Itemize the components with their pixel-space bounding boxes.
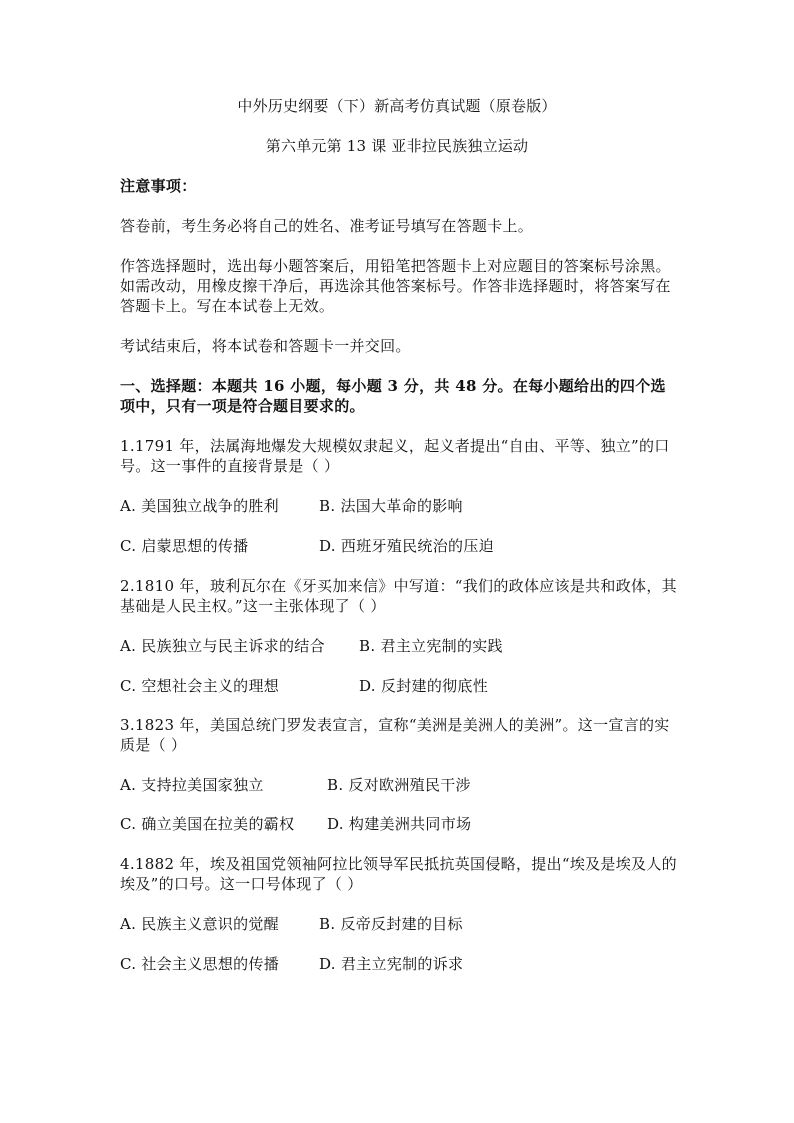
question-option: C. 社会主义思想的传播	[120, 955, 280, 973]
notice-item: 答卷前，考生务必将自己的姓名、准考证号填写在答题卡上。	[120, 217, 534, 235]
question-option: C. 启蒙思想的传播	[120, 537, 249, 555]
question-option: B. 君主立宪制的实践	[359, 637, 503, 655]
question-option: D. 反封建的彻底性	[359, 677, 489, 695]
question-option: B. 反对欧洲殖民干涉	[327, 776, 471, 794]
document-subtitle: 第六单元第 13 课 亚非拉民族独立运动	[265, 137, 529, 155]
question-option: D. 西班牙殖民统治的压迫	[319, 537, 494, 555]
question-option: B. 法国大革命的影响	[319, 497, 463, 515]
question-stem: 1.1791 年，法属海地爆发大规模奴隶起义，起义者提出“自由、平等、独立”的口号。这一事件的直接背景是（ ）	[120, 437, 670, 475]
question-option: B. 反帝反封建的目标	[319, 915, 463, 933]
question-option: C. 确立美国在拉美的霸权	[120, 815, 295, 833]
question-stem: 4.1882 年，埃及祖国党领袖阿拉比领导军民抵抗英国侵略，提出“埃及是埃及人的埃及”的口号。这一口号体现了（ ）	[120, 855, 677, 893]
question-option: A. 支持拉美国家独立	[120, 776, 264, 794]
question-option: A. 民族独立与民主诉求的结合	[120, 637, 325, 655]
question-option: D. 君主立宪制的诉求	[319, 955, 464, 973]
question-option: A. 民族主义意识的觉醒	[120, 915, 279, 933]
question-option: A. 美国独立战争的胜利	[120, 497, 279, 515]
question-stem: 2.1810 年，玻利瓦尔在《牙买加来信》中写道：“我们的政体应该是共和政体，其基础是人民主权。”这一主张体现了（ ）	[120, 577, 677, 615]
question-stem: 3.1823 年，美国总统门罗发表宣言，宣称“美洲是美洲人的美洲”。这一宣言的实质是（ ）	[120, 716, 670, 754]
question-option: C. 空想社会主义的理想	[120, 677, 280, 695]
document-title: 中外历史纲要（下）新高考仿真试题（原卷版）	[237, 97, 557, 115]
section-heading: 一、选择题：本题共 16 小题，每小题 3 分，共 48 分。在每小题给出的四个选项中，只有一项是符合题目要求的。	[120, 377, 666, 415]
question-option: D. 构建美洲共同市场	[327, 815, 472, 833]
notice-heading: 注意事项：	[120, 177, 197, 195]
notice-item: 考试结束后，将本试卷和答题卡一并交回。	[120, 337, 411, 355]
notice-item: 作答选择题时，选出每小题答案后，用铅笔把答题卡上对应题目的答案标号涂黑。如需改动，用橡皮擦干净后，再选涂其他答案标号。作答非选择题时，将答案写在答题卡上。写在本试卷上无效。	[120, 257, 671, 315]
